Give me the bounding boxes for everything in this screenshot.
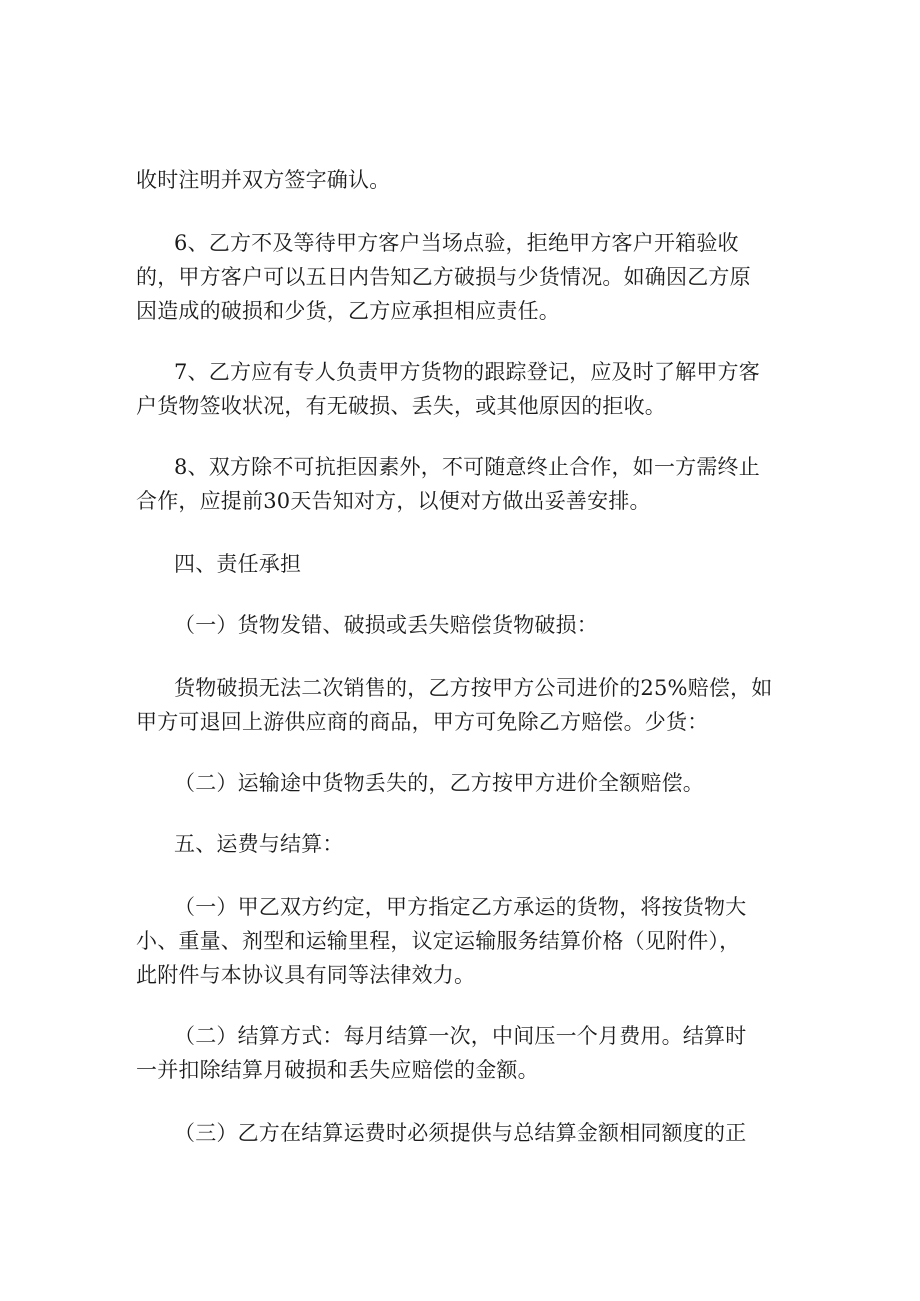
paragraph-line: 此附件与本协议具有同等法律效力。 xyxy=(136,963,476,987)
paragraph-line: 合作，应提前30天告知对方，以便对方做出妥善安排。 xyxy=(136,489,651,513)
paragraph-line: （二）结算方式：每月结算一次，中间压一个月费用。结算时 xyxy=(174,1024,747,1048)
paragraph-line: 一并扣除结算月破损和丢失应赔偿的金额。 xyxy=(136,1058,539,1082)
paragraph-line: 8、双方除不可抗拒因素外，不可随意终止合作，如一方需终止 xyxy=(174,455,760,479)
paragraph-line: 小、重量、剂型和运输里程，议定运输服务结算价格（见附件）， xyxy=(136,929,741,953)
paragraph-line: （三）乙方在结算运费时必须提供与总结算金额相同额度的正 xyxy=(174,1121,747,1145)
paragraph-line: （二）运输途中货物丢失的，乙方按甲方进价全额赔偿。 xyxy=(174,771,704,795)
paragraph-line: （一）货物发错、破损或丢失赔偿货物破损： xyxy=(174,613,598,637)
paragraph-line: （一）甲乙双方约定，甲方指定乙方承运的货物，将按货物大 xyxy=(174,895,747,919)
paragraph-line: 6、乙方不及等待甲方客户当场点验，拒绝甲方客户开箱验收 xyxy=(174,231,739,255)
paragraph-line: 因造成的破损和少货，乙方应承担相应责任。 xyxy=(136,299,560,323)
section-heading: 五、运费与结算： xyxy=(174,832,344,856)
paragraph-line: 甲方可退回上游供应商的商品，甲方可免除乙方赔偿。少货： xyxy=(136,710,709,734)
paragraph-line: 户货物签收状况，有无破损、丢失，或其他原因的拒收。 xyxy=(136,394,666,418)
paragraph-line: 的，甲方客户可以五日内告知乙方破损与少货情况。如确因乙方原 xyxy=(136,265,751,289)
paragraph-line: 货物破损无法二次销售的，乙方按甲方公司进价的25%赔偿，如 xyxy=(174,676,773,700)
paragraph-line: 7、乙方应有专人负责甲方货物的跟踪登记，应及时了解甲方客 xyxy=(174,360,760,384)
section-heading: 四、责任承担 xyxy=(174,552,302,576)
paragraph-line: 收时注明并双方签字确认。 xyxy=(136,168,391,192)
